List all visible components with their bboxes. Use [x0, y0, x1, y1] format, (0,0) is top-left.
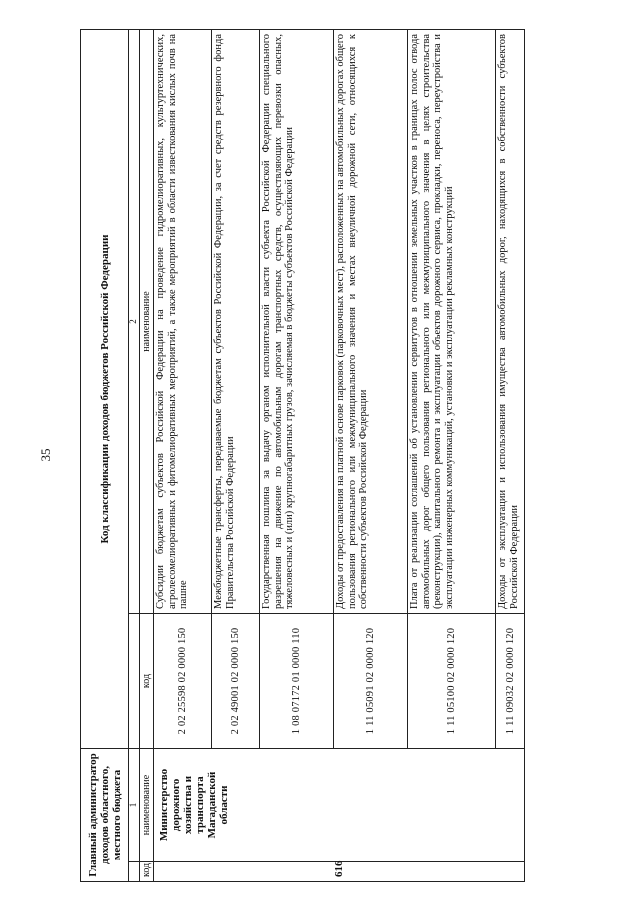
income-classification-table [80, 29, 525, 882]
income-name: Плата от реализации соглашений об установлении сервитутов в отношении земельных участков в границах полос отвода автомобильных дорог общего пользования регионального или межмуниципального значения в целях строительства (реконструкции), капитального ремонта и эксплуатации объектов дорожного сервиса, прокладки, переноса, переустройства и эксплуатации инженерных коммуникаций, установки и эксплуатации рекламных конструкций [408, 30, 496, 614]
admin-code: 616 [154, 862, 525, 882]
col-num-empty [129, 862, 140, 882]
income-code: 1 08 07172 01 0000 110 [260, 614, 334, 749]
income-code: 1 11 09032 02 0000 120 [496, 614, 525, 749]
admin-header: Главный администратор доходов областного, местного бюджета [81, 749, 129, 882]
col-num-1: 1 [129, 749, 140, 862]
col-header-name: наименование [140, 749, 154, 862]
income-code: 1 11 05091 02 0000 120 [334, 614, 408, 749]
admin-name: Министерство дорожного хозяйства и транспорта Магаданской области [154, 749, 525, 862]
col-num-2: 2 [129, 30, 140, 614]
rotated-table-container [80, 30, 525, 882]
col-header-name2: наименование [140, 30, 154, 614]
col-header-code2: код [140, 614, 154, 749]
income-name: Субсидии бюджетам субъектов Российской Федерации на проведение гидромелиоративных, культуртехнических, агролесомелиоративных и фитомелиоративных мероприятий, а также мероприятий в области известкования кислых почв на пашне [154, 30, 212, 614]
table-row [154, 30, 212, 882]
income-code: 2 02 49001 02 0000 150 [212, 614, 260, 749]
col-num-empty-2 [129, 614, 140, 749]
income-name: Межбюджетные трансферты, передаваемые бюджетам субъектов Российской Федерации, за счет средств резервного фонда Правительства Российской Федерации [212, 30, 260, 614]
income-code: 2 02 25598 02 0000 150 [154, 614, 212, 749]
income-code: 1 11 05100 02 0000 120 [408, 614, 496, 749]
col-header-code: код [140, 862, 154, 882]
income-name: Доходы от эксплуатации и использования имущества автомобильных дорог, находящихся в собственности субъектов Российской Федерации [496, 30, 525, 614]
classification-header: Код классификации доходов бюджетов Российской Федерации [81, 30, 129, 749]
income-name: Государственная пошлина за выдачу органом исполнительной власти субъекта Российской Федерации специального разрешения на движение по автомобильным дорогам транспортных средств, осуществляющих перевозки опасных, тяжеловесных и (или) крупногабаритных грузов, зачисляемая в бюджеты субъектов Российской Федерации [260, 30, 334, 614]
income-name: Доходы от предоставления на платной основе парковок (парковочных мест), расположенных на автомобильных дорогах общего пользования регионального или межмуниципального значения и местах внеуличной дорожной сети, относящихся к собственности субъектов Российской Федерации [334, 30, 408, 614]
page-number: 35 [38, 448, 53, 462]
